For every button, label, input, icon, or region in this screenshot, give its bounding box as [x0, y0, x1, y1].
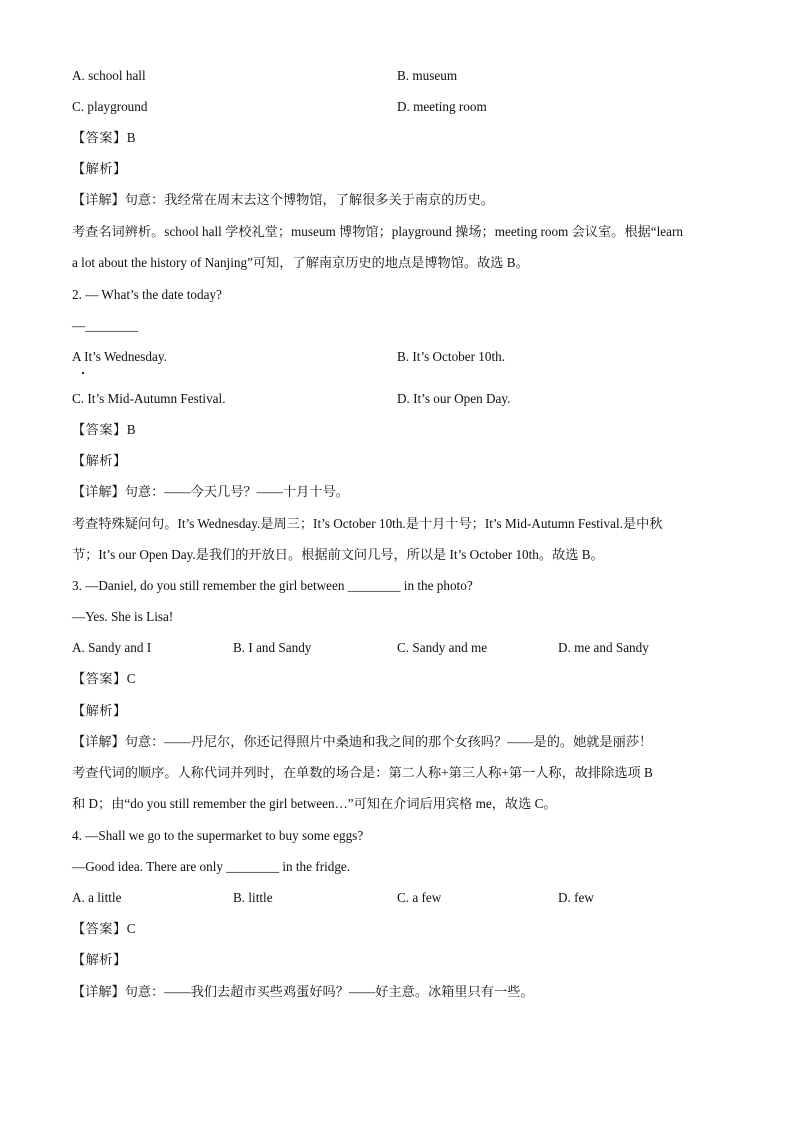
q1-explanation-line2: a lot about the history of Nanjing”可知，了解南京历史的地点是博物馆。故选 B。 — [72, 255, 529, 270]
q4-option-c: C. a few — [397, 890, 442, 905]
q4-analysis-label: 【解析】 — [72, 952, 127, 967]
q4-option-d: D. few — [558, 890, 594, 905]
q2-blank: —________ — [72, 318, 138, 333]
q2-stem: 2. — What’s the date today? — [72, 287, 222, 302]
q1-answer: 【答案】B — [72, 130, 137, 145]
q3-option-b: B. I and Sandy — [233, 640, 312, 655]
q3-option-c: C. Sandy and me — [397, 640, 488, 655]
q2-answer: 【答案】B — [72, 422, 137, 437]
q2-analysis-label: 【解析】 — [72, 453, 127, 468]
q2-detail: 【详解】句意：——今天几号？——十月十号。 — [72, 484, 349, 499]
q4-option-b: B. little — [233, 890, 273, 905]
q2-explanation-line1: 考查特殊疑问句。It’s Wednesday.是周三；It’s October 10th.是十月十号；It’s Mid-Autumn Festival.是中秋 — [72, 516, 663, 531]
q1-option-a: A. school hall — [72, 68, 146, 83]
q3-stem: 3. —Daniel, do you still remember the girl between ________ in the photo? — [72, 578, 473, 593]
q2-option-b: B. It’s October 10th. — [397, 349, 506, 364]
q3-option-a: A. Sandy and I — [72, 640, 152, 655]
q3-explanation-line1: 考查代词的顺序。人称代词并列时，在单数的场合是：第二人称+第三人称+第一人称，故排除选项 B — [72, 765, 653, 780]
q2-explanation-line2: 节；It’s our Open Day.是我们的开放日。根据前文问几号，所以是 It’s October 10th。故选 B。 — [72, 547, 604, 562]
q1-option-b: B. museum — [397, 68, 458, 83]
q3-detail: 【详解】句意：——丹尼尔，你还记得照片中桑迪和我之间的那个女孩吗？——是的。她就是丽莎！ — [72, 734, 653, 749]
q1-option-d: D. meeting room — [397, 99, 487, 114]
q3-explanation-line2: 和 D；由“do you still remember the girl between…”可知在介词后用宾格 me，故选 C。 — [72, 796, 557, 811]
q1-option-c: C. playground — [72, 99, 148, 114]
q3-option-d: D. me and Sandy — [558, 640, 649, 655]
q1-explanation-line1: 考查名词辨析。school hall 学校礼堂；museum 博物馆；playground 操场；meeting room 会议室。根据“learn — [72, 224, 683, 239]
q4-stem: 4. —Shall we go to the supermarket to buy some eggs? — [72, 828, 364, 843]
q4-reply: —Good idea. There are only ________ in the fridge. — [72, 859, 351, 874]
stray-dot — [82, 372, 84, 374]
q1-analysis-label: 【解析】 — [72, 161, 127, 176]
q2-option-c: C. It’s Mid-Autumn Festival. — [72, 391, 226, 406]
q3-reply: —Yes. She is Lisa! — [72, 609, 174, 624]
q1-detail: 【详解】句意：我经常在周末去这个博物馆，了解很多关于南京的历史。 — [72, 192, 494, 207]
q4-option-a: A. a little — [72, 890, 122, 905]
q2-option-a: A It’s Wednesday. — [72, 349, 167, 364]
q4-detail: 【详解】句意：——我们去超市买些鸡蛋好吗？——好主意。冰箱里只有一些。 — [72, 984, 534, 999]
q3-analysis-label: 【解析】 — [72, 703, 127, 718]
q3-answer: 【答案】C — [72, 671, 137, 686]
q2-option-d: D. It’s our Open Day. — [397, 391, 511, 406]
q4-answer: 【答案】C — [72, 921, 137, 936]
